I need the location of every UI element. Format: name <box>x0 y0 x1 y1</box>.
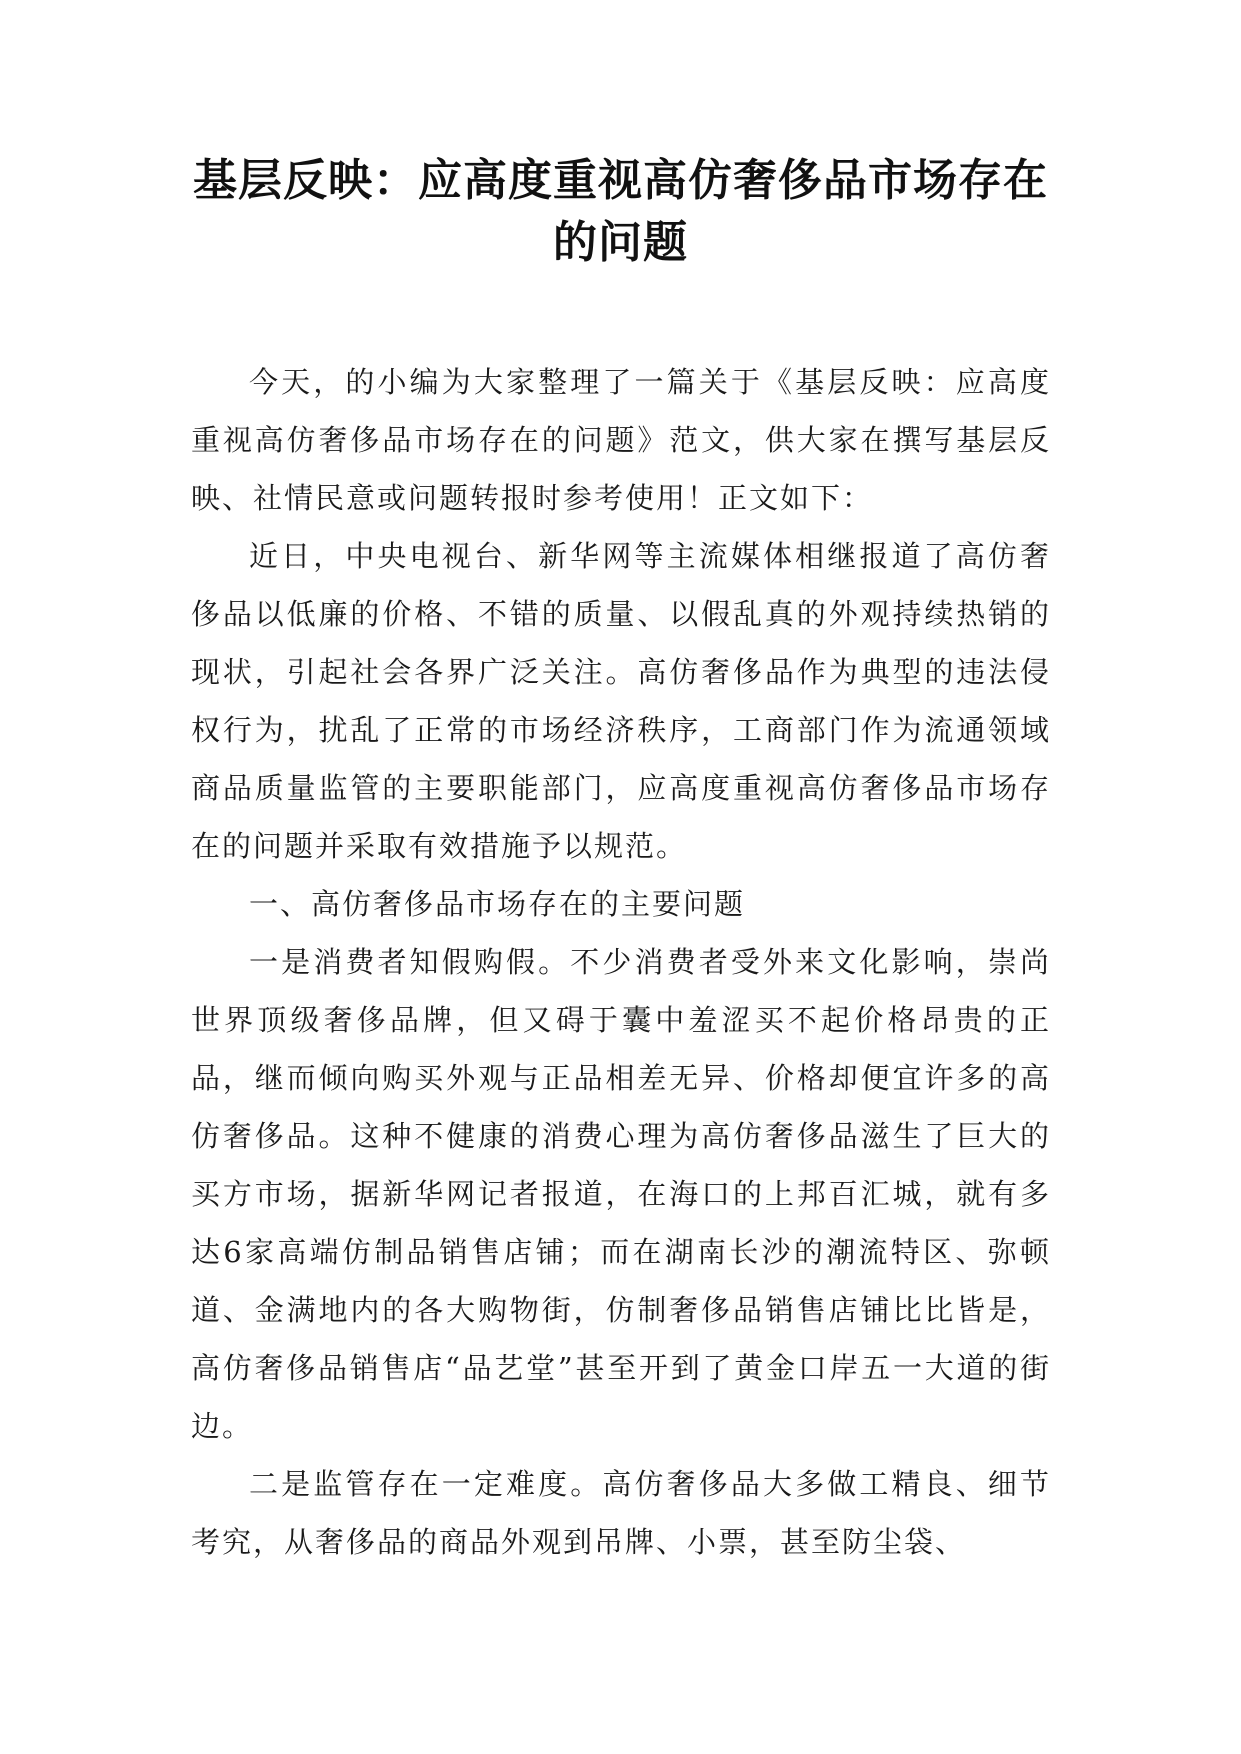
paragraph-point-2: 二是监管存在一定难度。高仿奢侈品大多做工精良、细节考究，从奢侈品的商品外观到吊牌、小票，甚至防尘袋、 <box>191 1467 1051 1559</box>
section-heading: 一、高仿奢侈品市场存在的主要问题 <box>249 887 746 921</box>
document-title <box>150 150 1091 274</box>
title-line-1: 基层反映：应高度重视高仿奢侈品市场存在 <box>193 155 1048 206</box>
title-line-2: 的问题 <box>553 217 688 268</box>
document-body <box>191 353 1051 1571</box>
paragraph-point-1: 一是消费者知假购假。不少消费者受外来文化影响，崇尚世界顶级奢侈品牌，但又碍于囊中羞涩买不起价格昂贵的正品，继而倾向购买外观与正品相差无异、价格却便宜许多的高仿奢侈品。这种不健康的消费心理为高仿奢侈品滋生了巨大的买方市场，据新华网记者报道，在海口的上邦百汇城，就有多达6家高端仿制品销售店铺；而在湖南长沙的潮流特区、弥顿道、金满地内的各大购物街，仿制奢侈品销售店铺比比皆是，高仿奢侈品销售店“品艺堂”甚至开到了黄金口岸五一大道的街边。 <box>191 945 1051 1443</box>
paragraph-background: 近日，中央电视台、新华网等主流媒体相继报道了高仿奢侈品以低廉的价格、不错的质量、以假乱真的外观持续热销的现状，引起社会各界广泛关注。高仿奢侈品作为典型的违法侵权行为，扰乱了正常的市场经济秩序，工商部门作为流通领域商品质量监管的主要职能部门，应高度重视高仿奢侈品市场存在的问题并采取有效措施予以规范。 <box>191 539 1051 863</box>
paragraph-intro: 今天，的小编为大家整理了一篇关于《基层反映：应高度重视高仿奢侈品市场存在的问题》范文，供大家在撰写基层反映、社情民意或问题转报时参考使用！正文如下： <box>191 365 1051 515</box>
